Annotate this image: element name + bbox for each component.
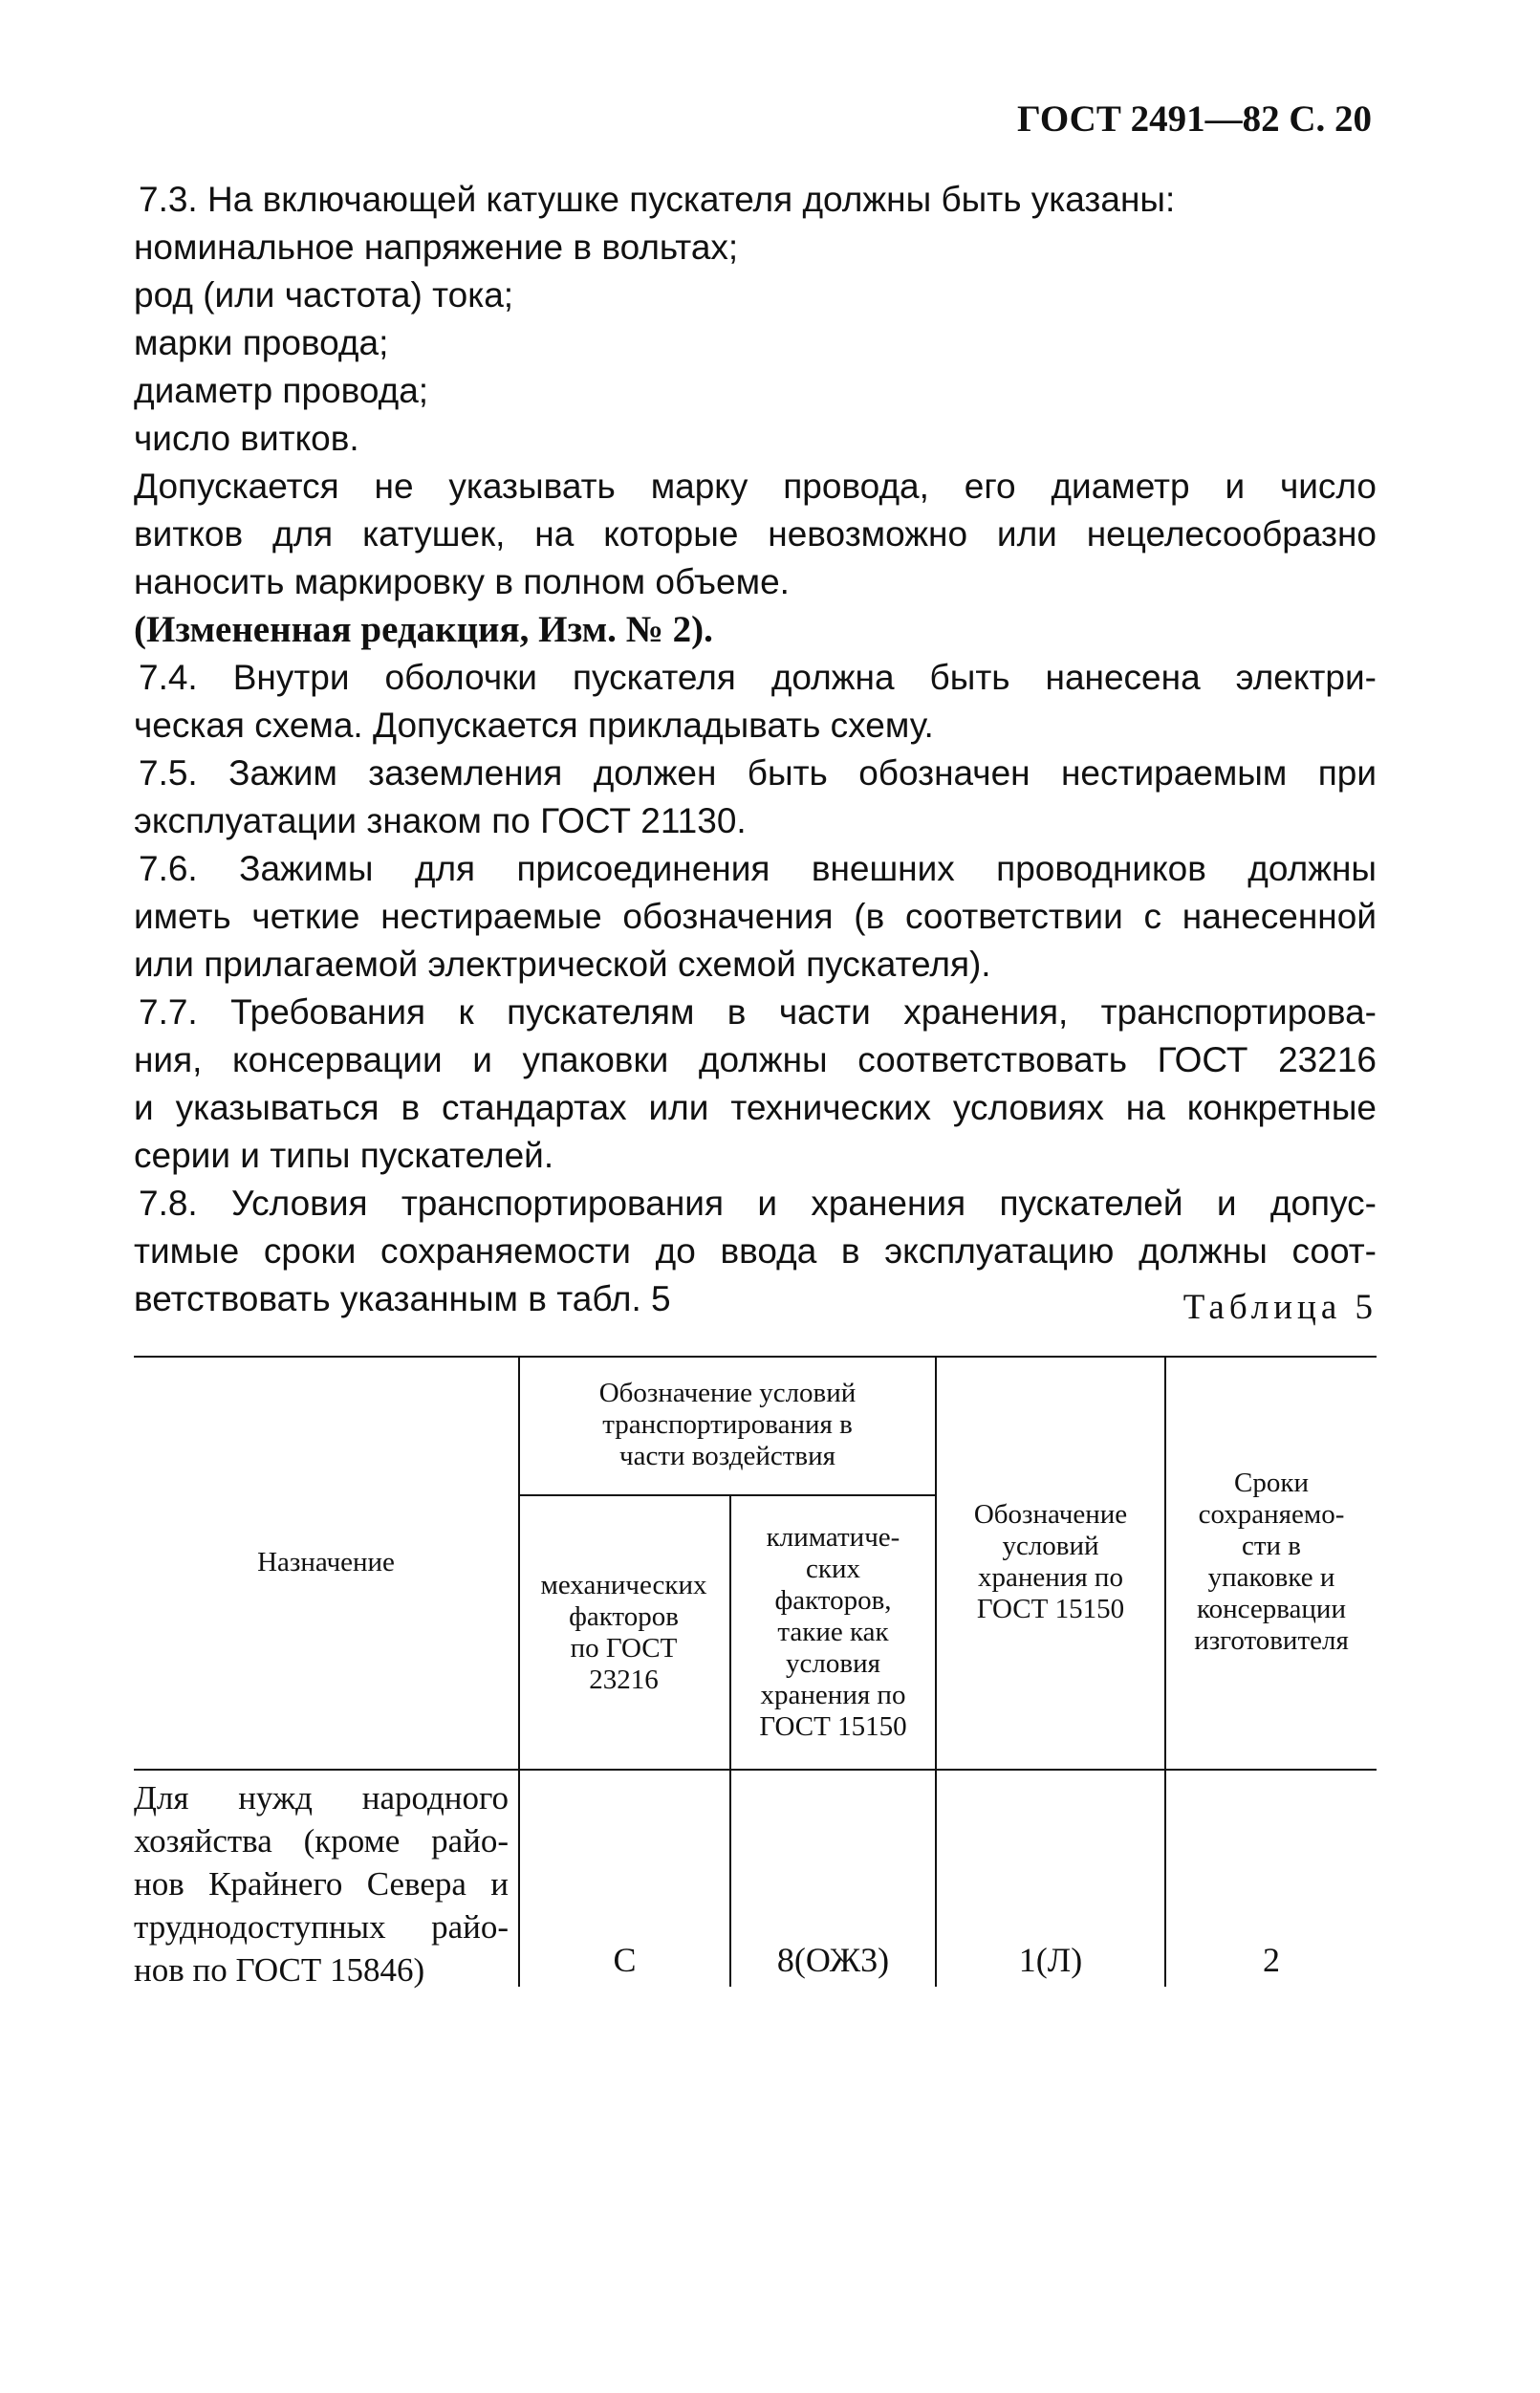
section-7-8-line: тимые сроки сохраняемости до ввода в эксплуатацию должны соот- <box>134 1231 1377 1271</box>
row-climatic-value: 8(ОЖ3) <box>776 1941 890 1979</box>
section-7-6-line: 7.6. Зажимы для присоединения внешних проводников должны <box>139 849 1377 888</box>
section-7-3-item: род (или частота) тока; <box>134 275 514 315</box>
section-7-3-item: номинальное напряжение в вольтах; <box>134 228 739 267</box>
allowance-line: Допускается не указывать марку провода, его диаметр и число <box>134 467 1377 506</box>
row-shelf-value: 2 <box>1263 1941 1280 1979</box>
allowance-line: наносить маркировку в полном объеме. <box>134 562 790 601</box>
table-title: Таблица 5 <box>1182 1288 1377 1327</box>
section-7-8-line: 7.8. Условия транспортирования и хранения пускателей и допус- <box>139 1184 1377 1223</box>
body-text <box>134 176 1377 1323</box>
section-7-4-line: 7.4. Внутри оболочки пускателя должна быть нанесена электри- <box>139 658 1377 697</box>
allowance-line: витков для катушек, на которые невозможно или нецелесообразно <box>134 514 1377 554</box>
row-purpose: Для нужд народного хозяйства (кроме райо- нов Крайнего Севера и труднодоступных райо- нов по ГОСТ 15846) <box>134 1779 509 1989</box>
header-storage: Обозначение условий хранения по ГОСТ 15150 <box>973 1499 1128 1624</box>
section-7-3-item: число витков. <box>134 419 359 458</box>
section-7-7-line: и указываться в стандартах или технических условиях на конкретные <box>134 1088 1377 1127</box>
section-7-6-line: или прилагаемой электрической схемой пускателя). <box>134 945 991 984</box>
header-purpose: Назначение <box>257 1546 395 1577</box>
section-7-5-line: эксплуатации знаком по ГОСТ 21130. <box>134 801 747 840</box>
amendment-note: (Измененная редакция, Изм. № 2). <box>134 609 713 650</box>
section-7-3-item: марки провода; <box>134 323 389 362</box>
row-storage-value: 1(Л) <box>1018 1941 1083 1979</box>
table-5 <box>134 1356 1377 1987</box>
section-7-3-intro: 7.3. На включающей катушке пускателя должны быть указаны: <box>139 180 1176 219</box>
page-header: ГОСТ 2491—82 С. 20 <box>1017 98 1372 140</box>
section-7-7-line: ния, консервации и упаковки должны соответствовать ГОСТ 23216 <box>134 1040 1377 1079</box>
section-7-8-line: ветствовать указанным в табл. 5 <box>134 1279 671 1318</box>
section-7-6-line: иметь четкие нестираемые обозначения (в соответствии с нанесенной <box>134 897 1377 936</box>
section-7-3-item: диаметр провода; <box>134 371 429 410</box>
section-7-7-line: 7.7. Требования к пускателям в части хранения, транспортирова- <box>139 992 1377 1032</box>
section-7-5-line: 7.5. Зажим заземления должен быть обозначен нестираемым при <box>139 753 1377 793</box>
header-mechanical: механических факторов по ГОСТ 23216 <box>540 1569 707 1695</box>
header-shelf-life: Сроки сохраняемо- сти в упаковке и консервации изготовителя <box>1194 1468 1349 1656</box>
section-7-7-line: серии и типы пускателей. <box>134 1136 554 1175</box>
header-transport-group: Обозначение условий транспортирования в части воздействия <box>598 1378 857 1471</box>
header-bottom-rule <box>134 1769 1377 1771</box>
row-mechanical-value: С <box>613 1941 637 1979</box>
section-7-4-line: ческая схема. Допускается прикладывать схему. <box>134 706 934 745</box>
header-climatic: климатиче- ских факторов, такие как условия хранения по ГОСТ 15150 <box>759 1522 907 1742</box>
